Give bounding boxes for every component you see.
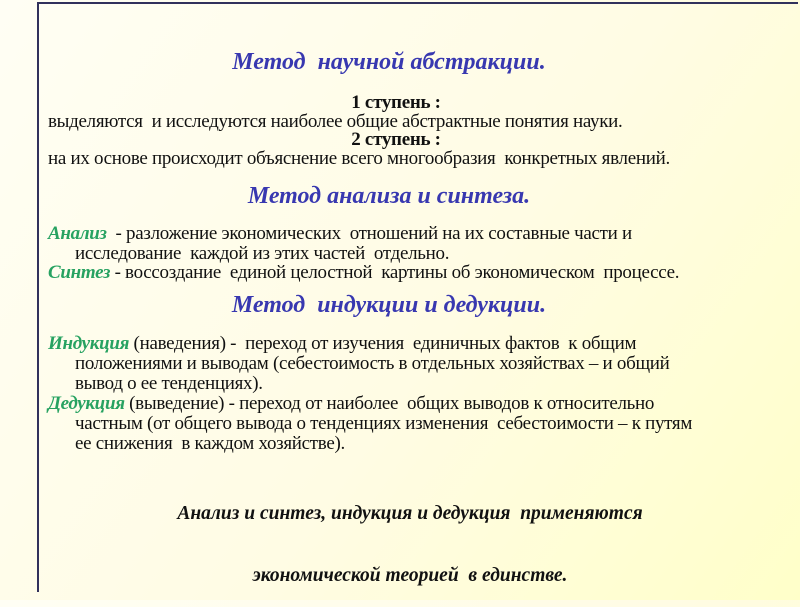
title-scientific-abstraction: Метод научной абстракции. <box>232 49 546 75</box>
analysis-term: Анализ <box>48 223 107 244</box>
induction-term: Индукция <box>48 333 130 354</box>
induction-definition-line1 <box>48 334 778 354</box>
deduction-definition-rest: (выведение) - переход от наиболее общих выводов к относительно <box>124 393 655 414</box>
step1-heading: 1 ступень : <box>351 92 441 113</box>
synthesis-term: Синтез <box>48 262 111 283</box>
title-induction-deduction: Метод индукции и дедукции. <box>231 292 547 318</box>
analysis-definition-line1 <box>48 224 778 244</box>
synthesis-definition-rest: - воссоздание единой целостной картины об экономическом процессе. <box>110 262 680 283</box>
conclusion-block <box>38 463 782 607</box>
conclusion-line2: экономической теорией в единстве. <box>252 564 568 586</box>
step2-text: на их основе происходит объяснение всего многообразия конкретных явлений. <box>48 147 670 169</box>
step2-heading: 2 ступень : <box>351 129 441 150</box>
step1-text: выделяются и исследуются наиболее общие абстрактные понятия науки. <box>48 110 623 132</box>
analysis-synthesis-block <box>48 224 778 283</box>
analysis-definition-rest: - разложение экономических отношений на их составные части и <box>106 223 632 244</box>
conclusion-line1: Анализ и синтез, индукция и дедукция применяются <box>177 503 643 524</box>
induction-definition-rest: (наведения) - переход от изучения единичных фактов к общим <box>129 333 637 354</box>
induction-definition-line2: положениями и выводам (себестоимость в отдельных хозяйствах – и общий <box>75 353 670 374</box>
analysis-definition-line2: исследование каждой из этих частей отдельно. <box>75 242 450 264</box>
deduction-definition-line2: частным (от общего вывода о тенденциях изменения себестоимости – к путям <box>75 413 693 434</box>
induction-definition-line3: вывод о ее тенденциях). <box>75 373 263 394</box>
deduction-term: Дедукция <box>48 393 125 414</box>
title-analysis-synthesis: Метод анализа и синтеза. <box>247 183 531 209</box>
synthesis-definition-line <box>48 263 778 283</box>
deduction-definition-line1 <box>48 394 778 414</box>
deduction-definition-line3: ее снижения в каждом хозяйстве). <box>75 433 345 454</box>
abstraction-steps-block <box>48 94 778 168</box>
panel-border-top <box>37 2 798 4</box>
induction-deduction-block <box>48 334 778 454</box>
